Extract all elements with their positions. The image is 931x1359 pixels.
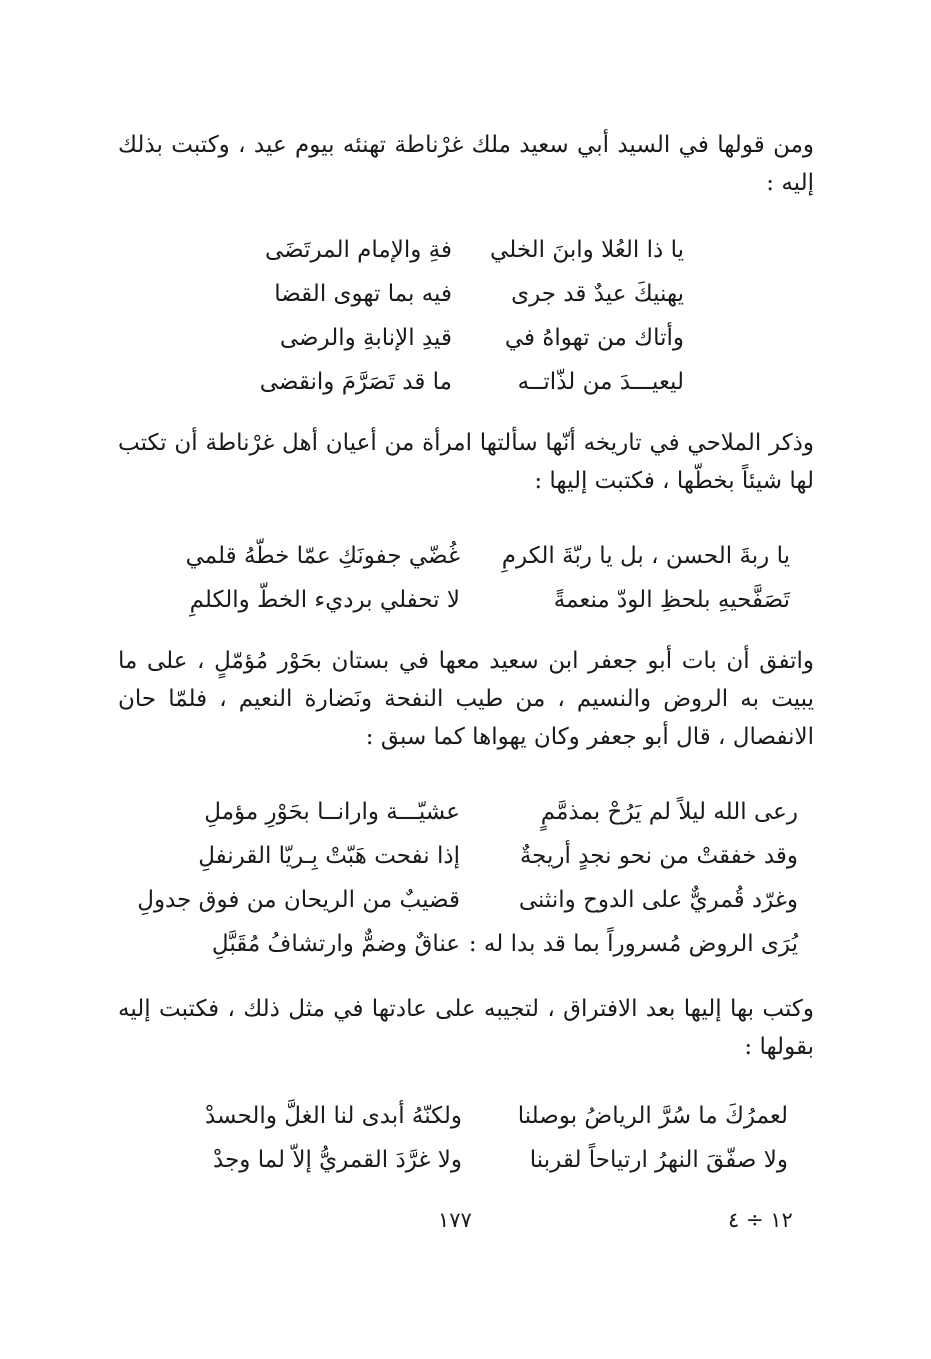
verse-second-hemistich: فةِ والإمام المرتَضَى bbox=[264, 237, 452, 263]
poem-verse bbox=[150, 790, 798, 834]
verse-first-hemistich: يهنيكَ عيدٌ قد جرى bbox=[511, 281, 684, 307]
poem-1 bbox=[259, 228, 684, 404]
poem-verse bbox=[262, 228, 684, 272]
poem-verse bbox=[150, 922, 798, 966]
verse-first-hemistich: وقد خفقتْ من نحو نجدٍ أريجةٌ bbox=[519, 843, 798, 869]
paragraph-intro-1: ومن قولها في السيد أبي سعيد ملك غرْناطة تهنئه بيوم عيد ، وكتبت بذلك إليه : bbox=[118, 132, 814, 196]
verse-second-hemistich: ولا غرَّدَ القمريُّ إلاّ لما وجدْ bbox=[213, 1147, 462, 1173]
verse-first-hemistich: ولا صفّقَ النهرُ ارتياحاً لقربنا bbox=[529, 1147, 788, 1173]
verse-second-hemistich: فيه بما تهوى القضا bbox=[274, 281, 452, 307]
paragraph-intro-2: وذكر الملاحي في تاريخه أنّها سألتها امرأة من أعيان أهل غرْناطة أن تكتب لها شيئاً بخطّها ، فكتبت إليها : bbox=[118, 430, 814, 494]
poem-2 bbox=[150, 534, 790, 622]
verse-first-hemistich: لعمرُكَ ما سُرَّ الرياضُ بوصلنا bbox=[517, 1103, 788, 1129]
verse-first-hemistich: يُرَى الروض مُسروراً بما قد بدا له : bbox=[468, 931, 798, 957]
poem-verse bbox=[137, 878, 798, 922]
poem-3 bbox=[137, 790, 798, 966]
poem-verse bbox=[150, 834, 798, 878]
poem-verse bbox=[160, 1138, 788, 1182]
paragraph-intro-4: وكتب بها إليها بعد الافتراق ، لتجيبه على عادتها في مثل ذلك ، فكتبت إليه بقولها : bbox=[118, 996, 814, 1060]
poem-4 bbox=[160, 1094, 788, 1182]
verse-second-hemistich: عشيّـــة وارانــا بحَوْرِ مؤملِ bbox=[204, 799, 460, 825]
verse-second-hemistich: ما قد تَصَرَّمَ وانقضى bbox=[259, 369, 452, 395]
verse-first-hemistich: وغرّد قُمريٌّ على الدوح وانثنى bbox=[518, 887, 798, 913]
poem-verse bbox=[160, 1094, 788, 1138]
poem-verse bbox=[262, 316, 684, 360]
page-number: ١٧٧ bbox=[438, 1208, 472, 1232]
verse-first-hemistich: وأتاك من تهواهُ في bbox=[504, 325, 684, 351]
verse-first-hemistich: رعى الله ليلاً لم يَرُحْ بمذمَّمٍ bbox=[540, 799, 798, 825]
verse-first-hemistich: تَصَفَّحيهِ بلحظِ الودّ منعمةً bbox=[553, 587, 790, 613]
verse-first-hemistich: يا ذا العُلا وابنَ الخلي bbox=[490, 237, 684, 263]
poem-verse bbox=[262, 272, 684, 316]
poem-verse bbox=[150, 534, 790, 578]
paragraph-intro-3: واتفق أن بات أبو جعفر ابن سعيد معها في بستان بحَوْر مُؤمّلٍ ، على ما يبيت به الروض والنسيم ، من طيب النفحة ونَضارة النعيم ، فلمّا حان الانفصال ، قال أبو جعفر وكان يهواها كما سبق : bbox=[118, 648, 814, 750]
verse-first-hemistich: ليعيـــدَ من لذّاتــه bbox=[517, 369, 684, 395]
verse-second-hemistich: قضيبٌ من الريحان من فوق جدولِ bbox=[137, 887, 460, 913]
verse-second-hemistich: غُضّي جفونَكِ عمّا خطّهُ قلمي bbox=[185, 543, 460, 569]
poem-verse bbox=[259, 360, 684, 404]
verse-second-hemistich: لا تحفلي برديء الخطّ والكلمِ bbox=[189, 587, 460, 613]
verse-second-hemistich: عناقٌ وضمٌّ وارتشافُ مُقَبَّلِ bbox=[211, 931, 460, 957]
verse-second-hemistich: ولكنّهُ أبدى لنا الغلَّ والحسدْ bbox=[204, 1103, 462, 1129]
printer-signature: ١٢ ÷ ٤ bbox=[728, 1208, 793, 1232]
verse-first-hemistich: يا ربةَ الحسن ، بل يا ربّةَ الكرمِ bbox=[501, 543, 790, 569]
verse-second-hemistich: إذا نفحت هَبّتْ بِـريّا القرنفلِ bbox=[198, 843, 460, 869]
verse-second-hemistich: قيدِ الإنابةِ والرضى bbox=[279, 325, 452, 351]
poem-verse bbox=[150, 578, 790, 622]
